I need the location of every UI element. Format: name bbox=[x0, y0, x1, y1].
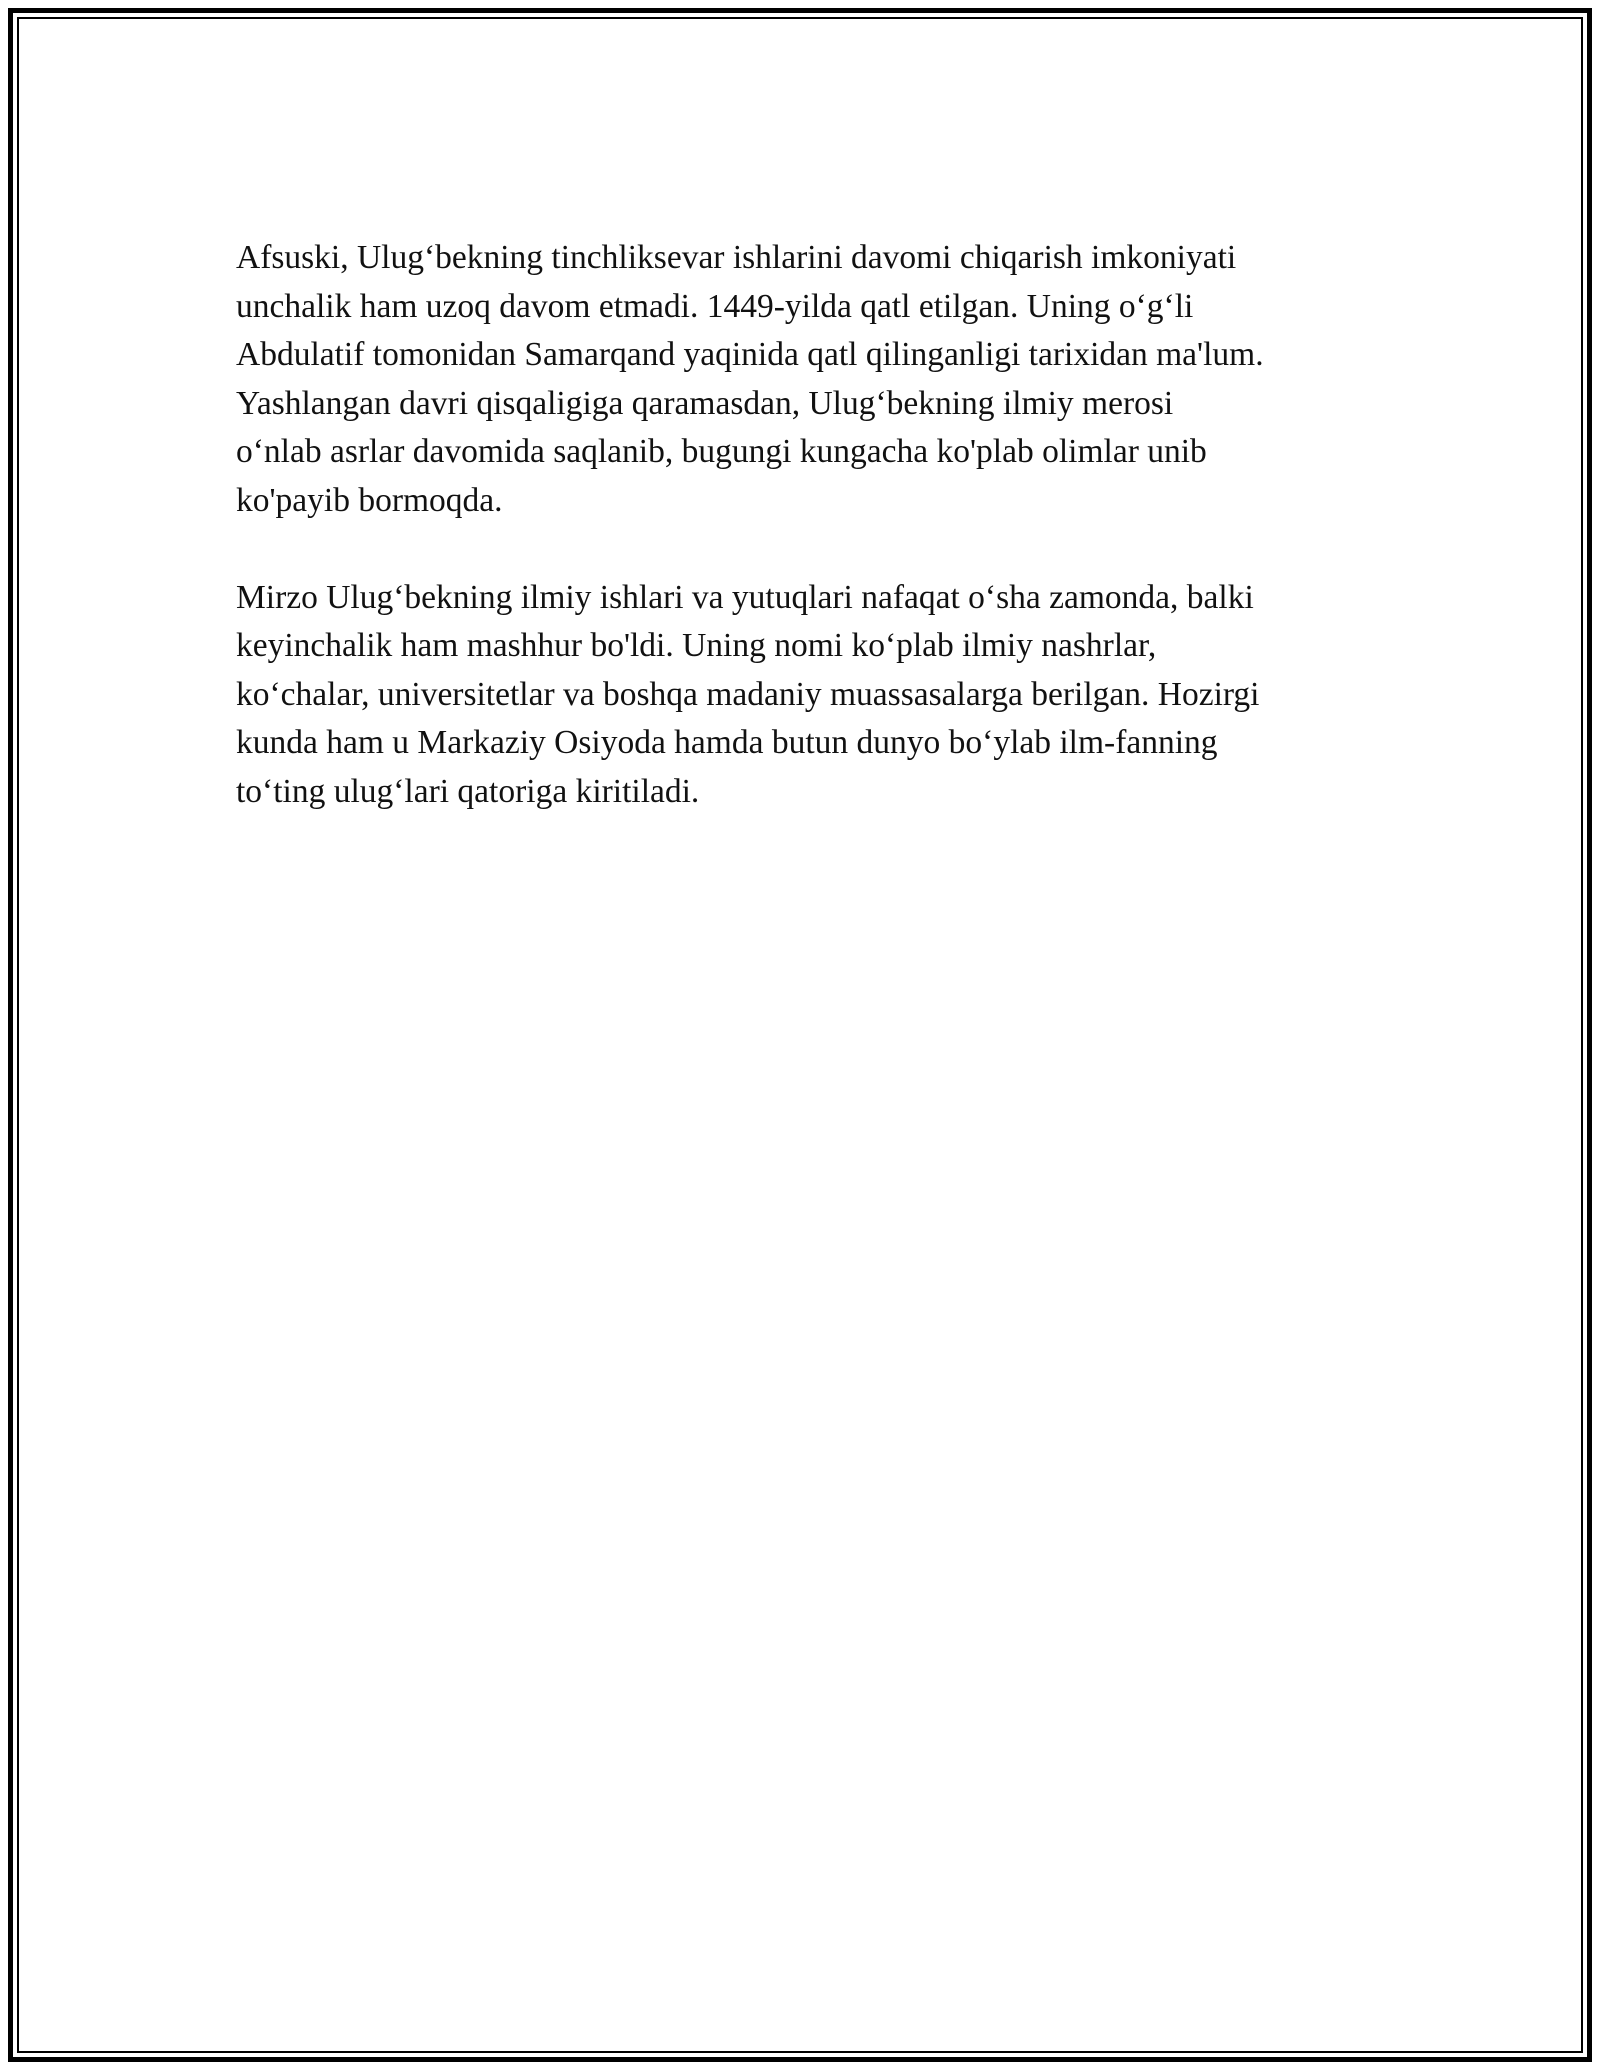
text-line: Yashlangan davri qisqaligiga qaramasdan, Ulug‘bekning ilmiy merosi bbox=[236, 384, 1174, 422]
text-line: keyinchalik ham mashhur bo'ldi. Uning nomi ko‘plab ilmiy nashrlar, bbox=[236, 627, 1157, 664]
text-line: ko'payib bormoqda. bbox=[236, 481, 503, 519]
text-line: Mirzo Ulug‘bekning ilmiy ishlari va yutuqlari nafaqat o‘sha zamonda, balki bbox=[236, 578, 1254, 616]
text-line: Afsuski, Ulug‘bekning tinchliksevar ishlarini davomi chiqarish imkoniyati bbox=[236, 239, 1237, 276]
text-line: ko‘chalar, universitetlar va boshqa madaniy muassasalarga berilgan. Hozirgi bbox=[236, 675, 1260, 713]
document-body bbox=[236, 234, 1366, 865]
paragraph-1 bbox=[236, 234, 1366, 525]
text-line: o‘nlab asrlar davomida saqlanib, bugungi kungacha ko'plab olimlar unib bbox=[236, 433, 1207, 470]
text-line: Abdulatif tomonidan Samarqand yaqinida qatl qilinganligi tarixidan ma'lum. bbox=[236, 336, 1264, 373]
text-line: unchalik ham uzoq davom etmadi. 1449-yilda qatl etilgan. Uning o‘g‘li bbox=[236, 287, 1194, 325]
text-line: kunda ham u Markaziy Osiyoda hamda butun dunyo bo‘ylab ilm-fanning bbox=[236, 724, 1218, 761]
paragraph-2 bbox=[236, 574, 1366, 817]
text-line: to‘ting ulug‘lari qatoriga kiritiladi. bbox=[236, 772, 700, 810]
